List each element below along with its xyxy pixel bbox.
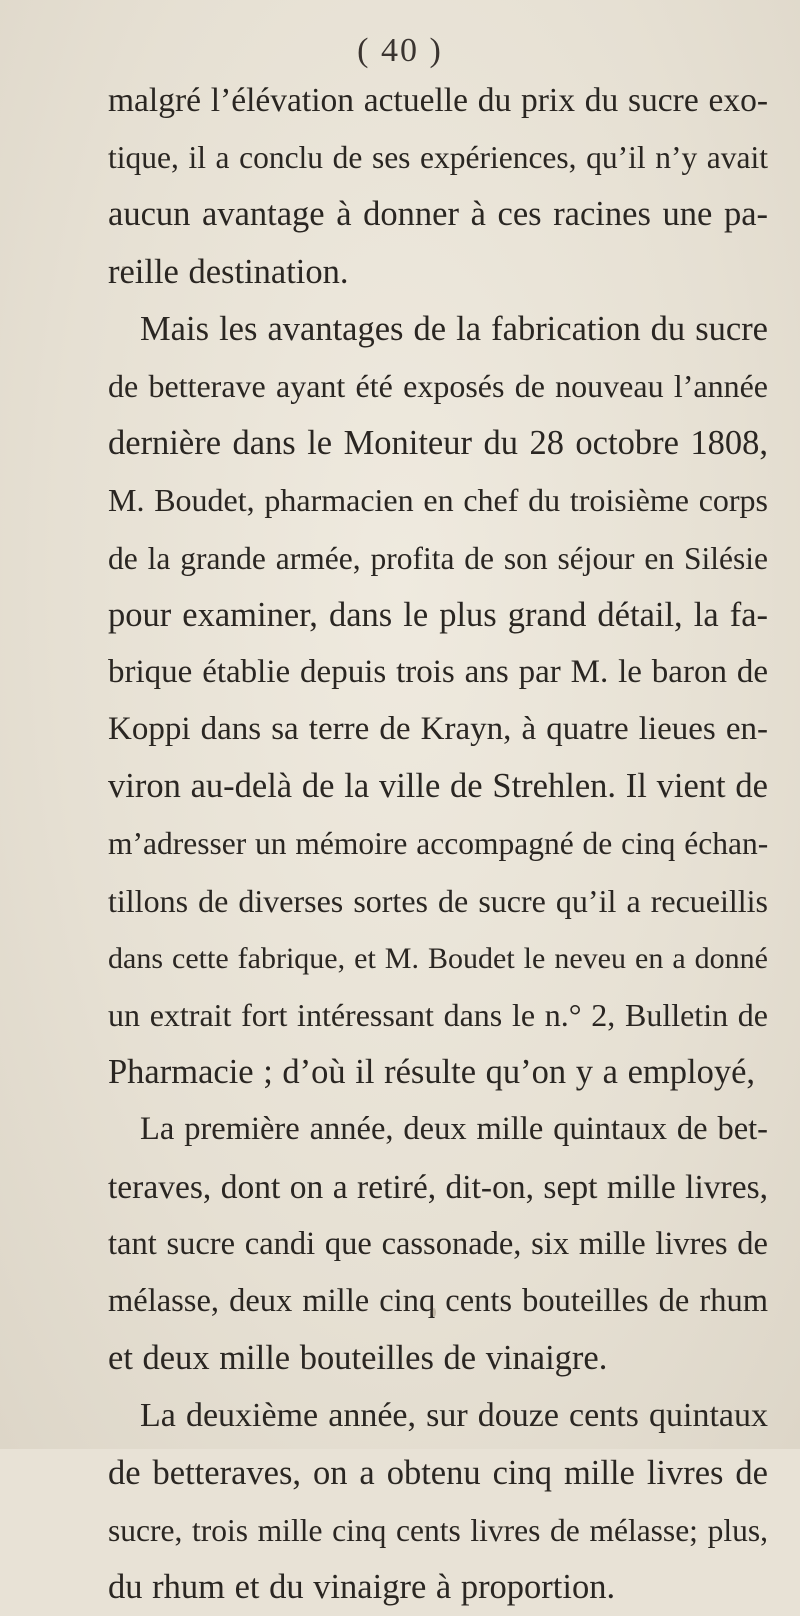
text-line: tant sucre candi que cassonade, six mille livres de (108, 1225, 768, 1262)
text-line: tique, il a conclu de ses expériences, qu’il n’y avait (108, 140, 768, 176)
text-line: de betteraves, on a obtenu cinq mille livres de (108, 1453, 768, 1492)
paper-speck (122, 266, 125, 269)
text-line: Mais les avantages de la fabrication du sucre (140, 309, 768, 348)
text-line: pour examiner, dans le plus grand détail, la fa- (108, 595, 768, 634)
text-line: un extrait fort intéressant dans le n.° 2, Bulletin de (108, 997, 768, 1033)
text-line: reille destination. (108, 252, 349, 291)
text-line: aucun avantage à donner à ces racines une pa- (108, 195, 768, 234)
text-line: tillons de diverses sortes de sucre qu’il a recueillis (108, 882, 768, 919)
text-line: sucre, trois mille cinq cents livres de mélasse; plus, (108, 1512, 768, 1548)
text-line: mélasse, deux mille cinq cents bouteilles de rhum (108, 1282, 768, 1319)
text-line: La deuxième année, sur douze cents quintaux (140, 1397, 768, 1435)
text-line: m’adresser un mémoire accompagné de cinq échan- (108, 826, 769, 862)
text-line: Pharmacie ; d’où il résulte qu’on y a employé, (108, 1053, 756, 1092)
text-line: de la grande armée, profita de son séjour en Silésie (108, 540, 768, 576)
text-line: du rhum et du vinaigre à proportion. (108, 1567, 616, 1606)
text-line: malgré l’élévation actuelle du prix du sucre exo- (108, 82, 768, 119)
body-text (108, 72, 768, 1616)
text-line: dans cette fabrique, et M. Boudet le neveu en a donné (108, 941, 768, 975)
text-line: viron au-delà de la ville de Strehlen. Il vient de (108, 767, 768, 806)
text-line: de betterave ayant été exposés de nouveau l’année (108, 367, 768, 404)
page-number: ( 40 ) (357, 32, 443, 69)
paper-speck (432, 1308, 436, 1317)
text-line: et deux mille bouteilles de vinaigre. (108, 1339, 608, 1378)
text-line: dernière dans le Moniteur du 28 octobre 1808, (108, 424, 768, 463)
text-line: teraves, dont on a retiré, dit-on, sept mille livres, (108, 1168, 768, 1206)
text-line: brique établie depuis trois ans par M. le baron de (108, 653, 768, 690)
text-line: La première année, deux mille quintaux de bet- (140, 1111, 768, 1148)
text-line: M. Boudet, pharmacien en chef du troisième corps (108, 482, 768, 519)
text-line: Koppi dans sa terre de Krayn, à quatre lieues en- (108, 711, 768, 748)
